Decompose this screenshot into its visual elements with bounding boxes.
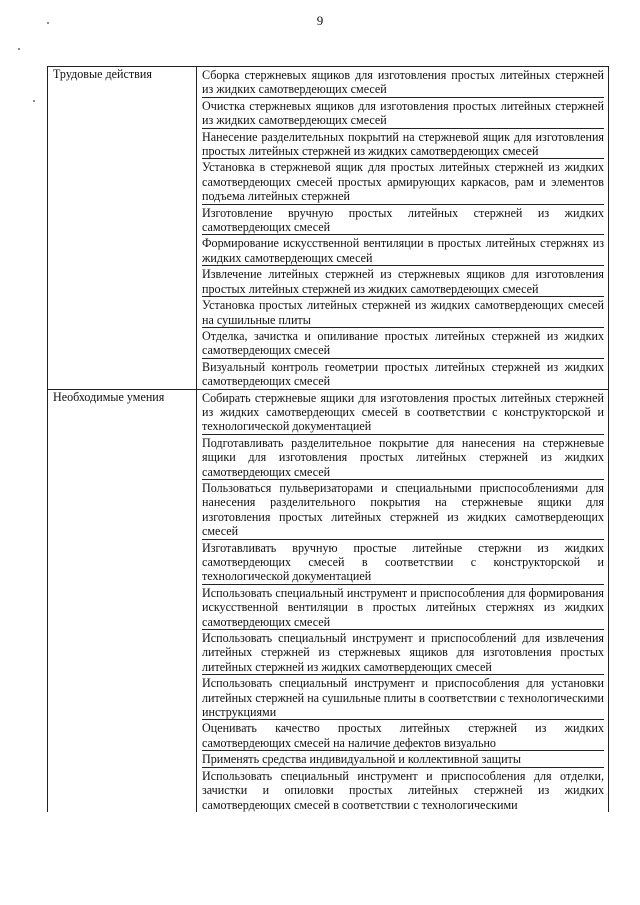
list-item: Извлечение литейных стержней из стержневых ящиков для изготовления простых литейных стержней из жидких самотвердеющих смесей [202, 267, 604, 296]
list-item: Визуальный контроль геометрии простых литейных стержней из жидких самотвердеющих смесей [202, 359, 604, 389]
list-item: Использовать специальный инструмент и приспособлений для извлечения литейных стержней из стержневых ящиков для изготовления простых литейных стержней из жидких самотвердеющих смесей [202, 631, 604, 674]
list-item: Изготовление вручную простых литейных стержней из жидких самотвердеющих смесей [202, 205, 604, 235]
list-item: Пользоваться пульверизаторами и специальными приспособлениями для нанесения разделительного покрытия на стержневые ящики для изготовления простых литейных стержней из жидких самотвердеющих смесей [202, 480, 604, 539]
list-item: Формирование искусственной вентиляции в простых литейных стержнях из жидких самотвердеющих смесей [202, 236, 604, 265]
list-item: Подготавливать разделительное покрытие для нанесения на стержневые ящики для изготовления простых литейных стержней из жидких самотвердеющих смесей [202, 435, 604, 479]
section-items [197, 67, 609, 390]
list-item: Применять средства индивидуальной и коллективной защиты [202, 750, 604, 766]
list-item: Оценивать качество простых литейных стержней из жидких самотвердеющих смесей на наличие дефектов визуально [202, 721, 604, 750]
list-item: Сборка стержневых ящиков для изготовления простых литейных стержней из жидких самотвердеющих смесей [202, 68, 604, 97]
list-item: Использовать специальный инструмент и приспособления для формирования искусственной вентиляции в простых литейных стержнях из жидких самотвердеющих смесей [202, 585, 604, 629]
page-number: 9 [316, 13, 324, 28]
section-row-required-skills [48, 389, 609, 812]
list-item: Установка в стержневой ящик для простых литейных стержней из жидких самотвердеющих смесей простых армирующих каркасов, рам и элементов подъема литейных стержней [202, 160, 604, 204]
section-items [197, 389, 609, 812]
list-item: Использовать специальный инструмент и приспособления для отделки, зачистки и опиловки простых литейных стержней из жидких самотвердеющих смесей в соответствии с технологическими [202, 768, 604, 812]
requirements-table [47, 66, 609, 812]
list-item: Нанесение разделительных покрытий на стержневой ящик для изготовления простых литейных стержней из жидких самотвердеющих смесей [202, 129, 604, 159]
section-row-labor-actions [48, 67, 609, 390]
list-item: Использовать специальный инструмент и приспособления для установки литейных стержней на сушильные плиты в соответствии с технологическими инструкциями [202, 676, 604, 720]
list-item: Собирать стержневые ящики для изготовления простых литейных стержней из жидких самотвердеющих смесей в соответствии с конструкторской и технологической документацией [202, 390, 604, 434]
section-label: Необходимые умения [48, 389, 197, 812]
list-item: Изготавливать вручную простые литейные стержни из жидких самотвердеющих смесей в соответствии с конструкторской и технологической документацией [202, 540, 604, 584]
section-label: Трудовые действия [48, 67, 197, 390]
list-item: Очистка стержневых ящиков для изготовления простых литейных стержней из жидких самотвердеющих смесей [202, 98, 604, 128]
list-item: Установка простых литейных стержней из жидких самотвердеющих смесей на сушильные плиты [202, 298, 604, 327]
list-item: Отделка, зачистка и опиливание простых литейных стержней из жидких самотвердеющих смесей [202, 328, 604, 358]
